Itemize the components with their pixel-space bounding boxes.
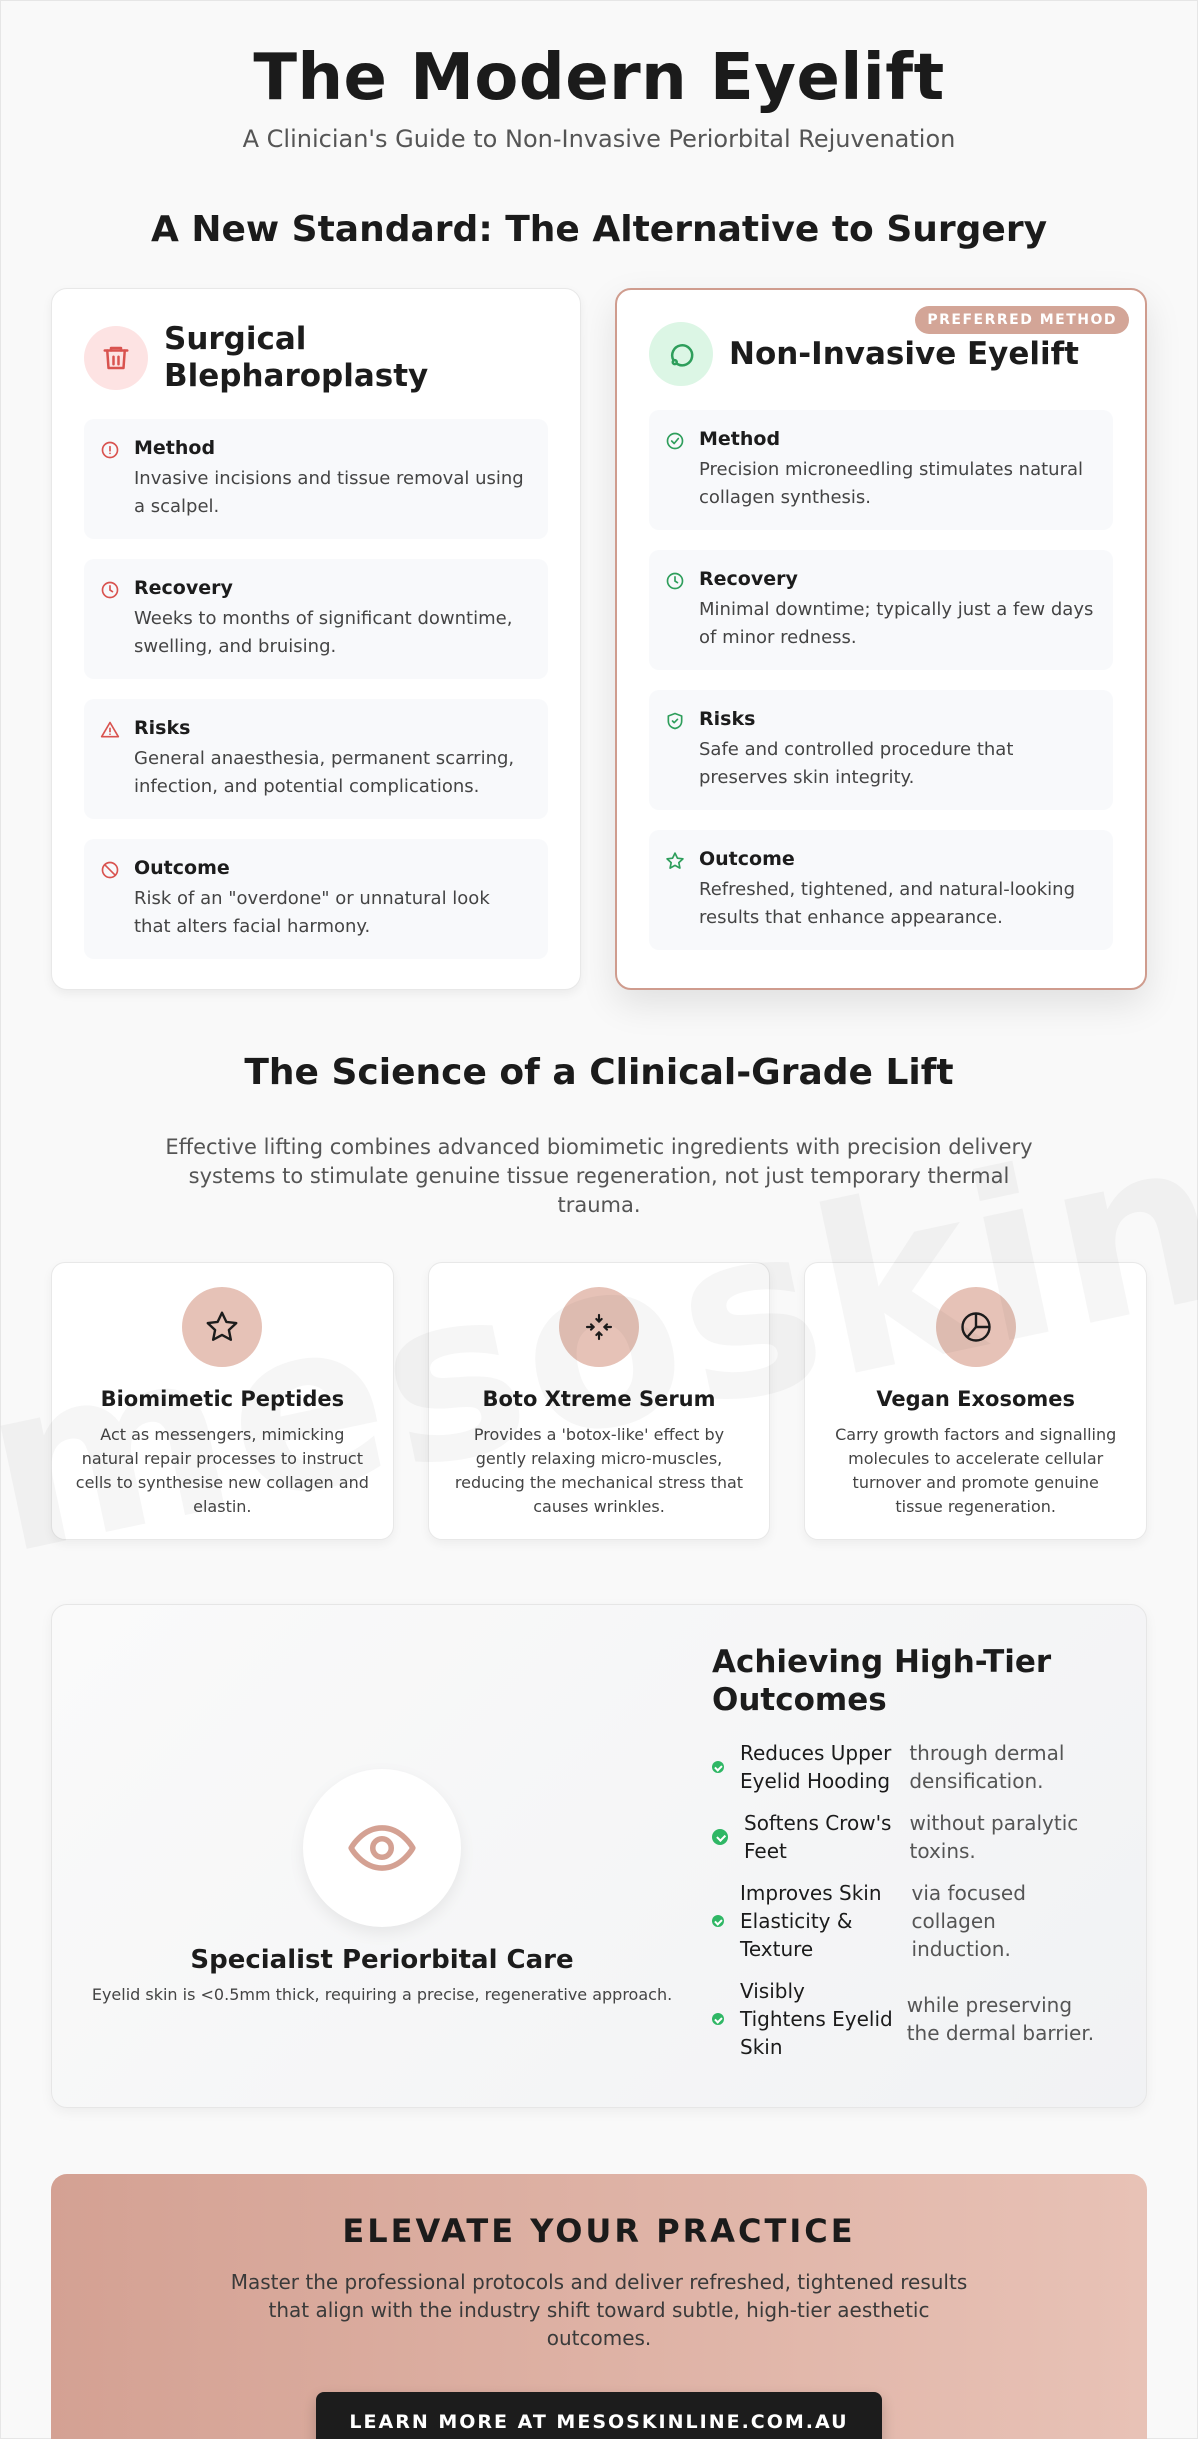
ban-icon <box>100 860 120 880</box>
surgical-item-method <box>84 419 548 539</box>
feature-title: Biomimetic Peptides <box>100 1387 345 1411</box>
outcome-benefit-line: Visibly <box>740 1979 805 2003</box>
check-icon <box>712 2013 724 2025</box>
cta-text: Master the professional protocols and deliver refreshed, tightened results that align with the industry shift toward subtle, high-tier aesthetic outcomes. <box>230 2270 968 2350</box>
outcome-benefit-line: Texture <box>740 1937 814 1961</box>
feature-card-exosomes <box>804 1262 1147 1540</box>
check-icon <box>712 1761 724 1773</box>
item-title: Recovery <box>134 577 233 599</box>
outcome-detail-line: without paralytic <box>909 1811 1079 1835</box>
outcomes-right <box>712 1605 1146 2107</box>
list-item <box>712 1809 1116 1865</box>
feature-title: Vegan Exosomes <box>876 1387 1076 1411</box>
outcomes-left <box>52 1605 712 2107</box>
outcome-benefit-line: Skin <box>740 2035 783 2059</box>
outcomes-left-title: Specialist Periorbital Care <box>190 1944 574 1975</box>
check-icon <box>712 1915 724 1927</box>
outcome-benefit-line: Tightens Eyelid <box>740 2007 893 2031</box>
check-circle-icon <box>665 431 685 451</box>
outcome-detail-line: induction. <box>911 1937 1011 1961</box>
item-text: Weeks to months of significant downtime, swelling, and bruising. <box>134 608 513 657</box>
noninvasive-item-risks <box>649 690 1113 810</box>
check-icon <box>712 1829 728 1845</box>
science-title: The Science of a Clinical-Grade Lift <box>244 1052 954 1093</box>
list-item <box>712 1977 1116 2061</box>
surgical-item-outcome <box>84 839 548 959</box>
outcome-benefit-line: Feet <box>744 1839 787 1863</box>
noninvasive-item-outcome <box>649 830 1113 950</box>
item-title: Method <box>699 428 781 450</box>
outcome-detail-line: the dermal barrier. <box>906 2021 1095 2045</box>
comparison-section <box>1 288 1197 990</box>
surgical-card-header <box>84 321 548 395</box>
outcomes-section <box>51 1604 1147 2108</box>
page-header <box>1 1 1197 153</box>
trash-icon <box>84 326 148 390</box>
surgical-card <box>51 288 581 990</box>
preferred-badge: PREFERRED METHOD <box>915 306 1129 334</box>
outcome-detail-line: while preserving <box>906 1993 1073 2017</box>
clock-icon <box>100 580 120 600</box>
item-text: Safe and controlled procedure that preserves skin integrity. <box>699 739 1014 788</box>
item-text: Risk of an "overdone" or unnatural look that alters facial harmony. <box>134 888 490 937</box>
surgical-card-title: Surgical Blepharoplasty <box>164 321 429 394</box>
item-text: Invasive incisions and tissue removal using a scalpel. <box>134 468 524 517</box>
cta-section <box>51 2174 1147 2439</box>
item-text: Minimal downtime; typically just a few days of minor redness. <box>699 599 1094 648</box>
feature-text: Act as messengers, mimicking natural repair processes to instruct cells to synthesise new collagen and elastin. <box>75 1425 369 1516</box>
noninvasive-item-recovery <box>649 550 1113 670</box>
item-title: Recovery <box>699 568 798 590</box>
shield-check-icon <box>665 711 685 731</box>
list-item <box>712 1879 1116 1963</box>
outcome-benefit-line: Reduces Upper <box>740 1741 892 1765</box>
alert-circle-icon <box>100 440 120 460</box>
noninvasive-card-title: Non-Invasive Eyelift <box>729 335 1079 372</box>
page-title: The Modern Eyelift <box>253 41 945 115</box>
star-icon <box>665 851 685 871</box>
refresh-icon <box>649 322 713 386</box>
learn-more-button[interactable]: LEARN MORE AT MESOSKINLINE.COM.AU <box>316 2392 882 2439</box>
noninvasive-card <box>615 288 1147 990</box>
outcome-detail-line: via focused <box>911 1881 1026 1905</box>
item-title: Method <box>134 437 216 459</box>
page-subtitle: A Clinician's Guide to Non-Invasive Periorbital Rejuvenation <box>242 125 956 153</box>
outcome-benefit-line: Improves Skin <box>740 1881 882 1905</box>
list-item <box>712 1739 1116 1795</box>
feature-title: Boto Xtreme Serum <box>482 1387 716 1411</box>
noninvasive-item-method <box>649 410 1113 530</box>
clock-icon <box>665 571 685 591</box>
item-title: Risks <box>699 708 756 730</box>
science-description: Effective lifting combines advanced biomimetic ingredients with precision delivery systems to stimulate genuine tissue regeneration, not just temporary thermal trauma. <box>165 1135 1033 1217</box>
cta-title: ELEVATE YOUR PRACTICE <box>342 2212 856 2250</box>
star-icon <box>182 1287 262 1367</box>
feature-card-peptides <box>51 1262 394 1540</box>
outcomes-list <box>712 1739 1116 2061</box>
outcome-detail-line: densification. <box>909 1769 1044 1793</box>
comparison-title: A New Standard: The Alternative to Surgery <box>150 209 1048 250</box>
feature-text: Carry growth factors and signalling molecules to accelerate cellular turnover and promote genuine tissue regeneration. <box>835 1425 1117 1516</box>
item-text: Precision microneedling stimulates natural collagen synthesis. <box>699 459 1084 508</box>
outcome-detail-line: toxins. <box>909 1839 976 1863</box>
outcome-detail-line: through dermal <box>909 1741 1065 1765</box>
item-text: General anaesthesia, permanent scarring, infection, and potential complications. <box>134 748 515 797</box>
outcome-benefit-line: Eyelid Hooding <box>740 1769 891 1793</box>
warning-triangle-icon <box>100 720 120 740</box>
feature-card-serum <box>428 1262 771 1540</box>
item-title: Risks <box>134 717 191 739</box>
pie-chart-icon <box>936 1287 1016 1367</box>
item-title: Outcome <box>134 857 230 879</box>
feature-text: Provides a 'botox-like' effect by gently relaxing micro-muscles, reducing the mechanical stress that causes wrinkles. <box>454 1425 744 1516</box>
surgical-item-recovery <box>84 559 548 679</box>
item-text: Refreshed, tightened, and natural-looking results that enhance appearance. <box>699 879 1075 928</box>
outcomes-title: Achieving High-Tier Outcomes <box>712 1644 1052 1718</box>
surgical-item-risks <box>84 699 548 819</box>
outcome-benefit-line: Elasticity & <box>740 1909 853 1933</box>
minimize-icon <box>559 1287 639 1367</box>
outcome-benefit-line: Softens Crow's <box>744 1811 892 1835</box>
outcomes-left-text: Eyelid skin is <0.5mm thick, requiring a precise, regenerative approach. <box>91 1984 673 2004</box>
features-section <box>1 1262 1197 1540</box>
eye-icon <box>303 1769 461 1927</box>
item-title: Outcome <box>699 848 795 870</box>
outcome-detail-line: collagen <box>911 1909 996 1933</box>
